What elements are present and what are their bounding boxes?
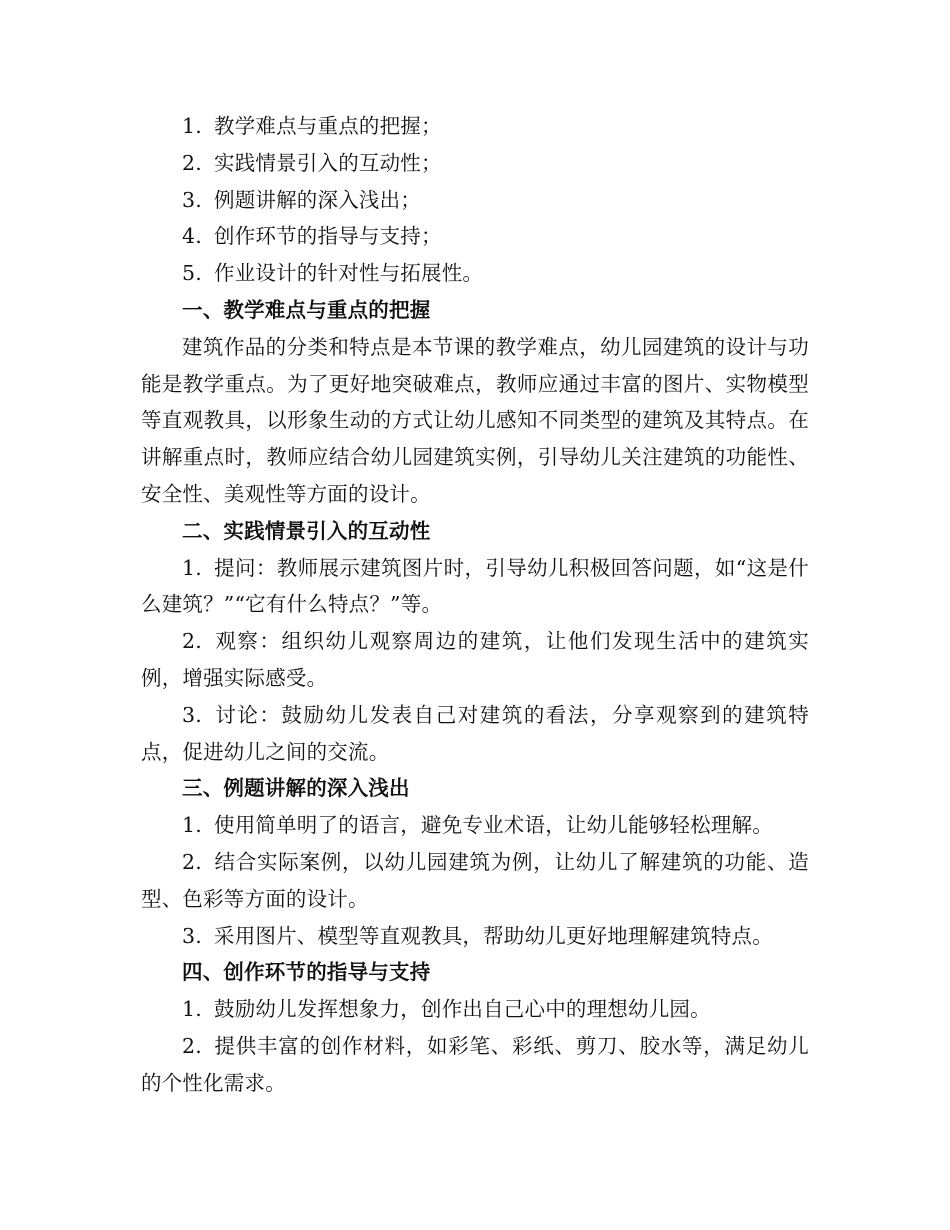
item-text: 讨论：鼓励幼儿发表自己对建筑的看法，分享观察到的建筑特点，促进幼儿之间的交流。 <box>141 702 809 764</box>
section-heading: 一、教学难点与重点的把握 <box>182 297 431 322</box>
item-number: 2. <box>182 849 202 874</box>
list-item <box>141 697 809 771</box>
item-text: 结合实际案例，以幼儿园建筑为例，让幼儿了解建筑的功能、造型、色彩等方面的设计。 <box>141 849 809 911</box>
item-number: 4. <box>182 224 202 249</box>
item-text: 采用图片、模型等直观教具，帮助幼儿更好地理解建筑特点。 <box>214 923 773 948</box>
outline-item <box>141 218 809 255</box>
list-item <box>141 1028 809 1102</box>
item-text: 提问：教师展示建筑图片时，引导幼儿积极回答问题，如“这是什么建筑？”“它有什么特点？”等。 <box>141 555 809 617</box>
body-paragraph: 建筑作品的分类和特点是本节课的教学难点，幼儿园建筑的设计与功能是教学重点。为了更好地突破难点，教师应通过丰富的图片、实物模型等直观教具，以形象生动的方式让幼儿感知不同类型的建筑及其特点。在讲解重点时，教师应结合幼儿园建筑实例，引导幼儿关注建筑的功能性、安全性、美观性等方面的设计。 <box>141 334 809 506</box>
item-number: 2. <box>182 150 202 175</box>
item-text: 使用简单明了的语言，避免专业术语，让幼儿能够轻松理解。 <box>214 813 773 838</box>
item-number: 5. <box>182 261 202 286</box>
item-text: 鼓励幼儿发挥想象力，创作出自己心中的理想幼儿园。 <box>214 997 711 1022</box>
list-item <box>141 918 809 955</box>
item-number: 1. <box>182 813 202 838</box>
item-number: 3. <box>182 702 202 727</box>
item-number: 2. <box>182 1033 202 1058</box>
item-text: 例题讲解的深入浅出； <box>214 187 421 212</box>
outline-item <box>141 182 809 219</box>
outline-item <box>141 108 809 145</box>
item-text: 创作环节的指导与支持； <box>214 224 442 249</box>
item-number: 1. <box>182 555 202 580</box>
list-item <box>141 807 809 844</box>
list-item <box>141 550 809 624</box>
outline-item <box>141 145 809 182</box>
item-text: 作业设计的针对性与拓展性。 <box>214 261 484 286</box>
list-item <box>141 844 809 918</box>
list-item <box>141 623 809 697</box>
item-text: 实践情景引入的互动性； <box>214 150 442 175</box>
item-text: 观察：组织幼儿观察周边的建筑，让他们发现生活中的建筑实例，增强实际感受。 <box>141 629 809 690</box>
item-text: 提供丰富的创作材料，如彩笔、彩纸、剪刀、胶水等，满足幼儿的个性化需求。 <box>141 1033 809 1095</box>
item-text: 教学难点与重点的把握； <box>214 114 442 138</box>
document-body <box>141 108 809 1102</box>
outline-item <box>141 255 809 292</box>
item-number: 1. <box>182 114 202 138</box>
list-item <box>141 991 809 1028</box>
item-number: 1. <box>182 997 202 1022</box>
item-number: 3. <box>182 923 202 948</box>
section-heading: 四、创作环节的指导与支持 <box>182 960 431 985</box>
item-number: 3. <box>182 187 202 212</box>
section-heading: 二、实践情景引入的互动性 <box>182 518 431 543</box>
section-heading: 三、例题讲解的深入浅出 <box>182 776 410 801</box>
item-number: 2. <box>182 629 202 654</box>
